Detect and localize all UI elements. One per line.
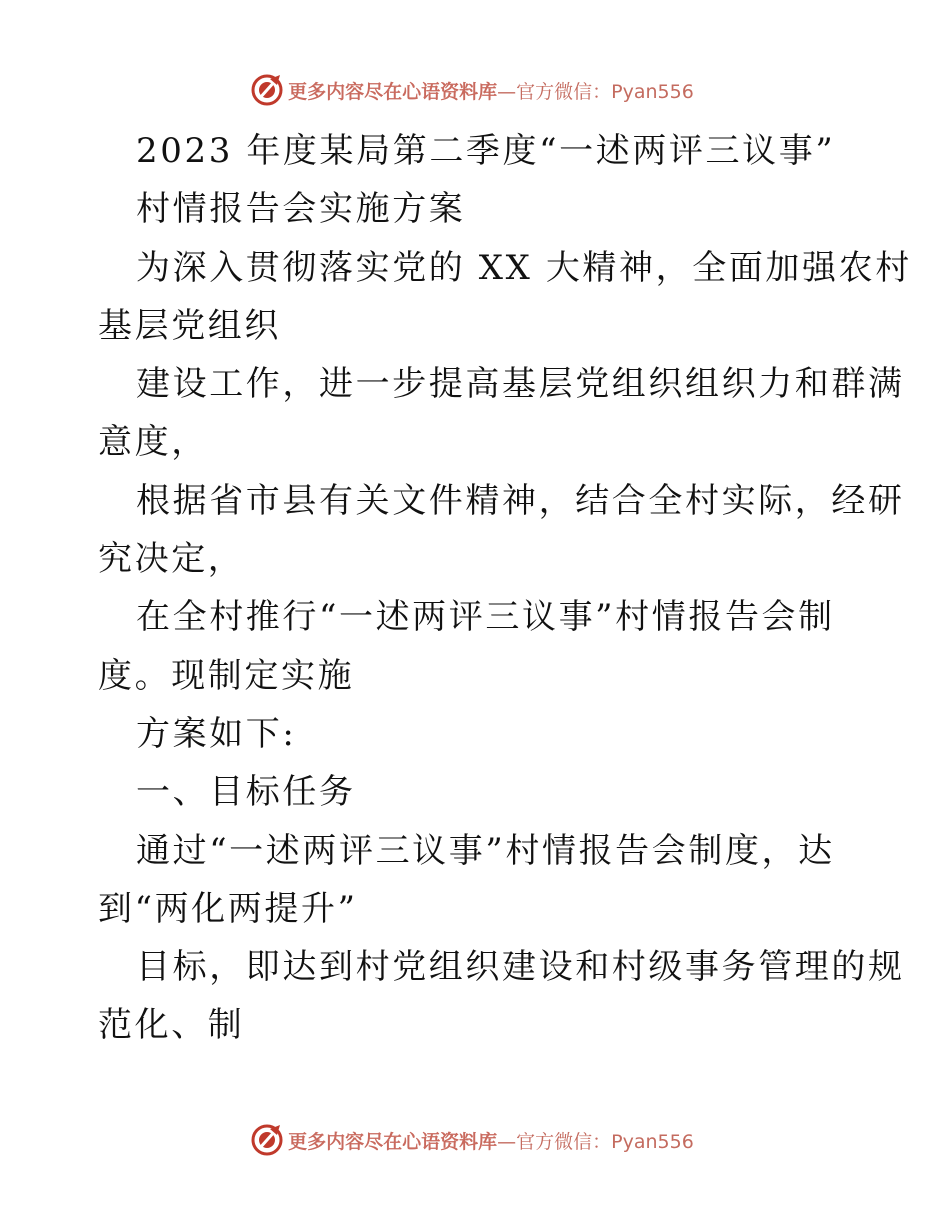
footer-banner-text bbox=[288, 1127, 694, 1154]
paragraph-line: 目标，即达到村党组织建设和村级事务管理的规 bbox=[136, 947, 905, 988]
footer-banner-inner bbox=[250, 1123, 694, 1157]
paragraph-line: 建设工作，进一步提高基层党组织组织力和群满 bbox=[136, 364, 905, 405]
paragraph-line: 基层党组织 bbox=[98, 305, 281, 346]
paragraph-line: 度。现制定实施 bbox=[98, 655, 355, 696]
paragraph-line: 通过“一述两评三议事”村情报告会制度，达 bbox=[136, 830, 835, 871]
paragraph-line: 一、目标任务 bbox=[136, 772, 356, 813]
document-body bbox=[98, 122, 912, 1055]
header-banner-inner bbox=[250, 73, 694, 107]
paragraph-line: 村情报告会实施方案 bbox=[136, 189, 466, 230]
logo-icon bbox=[250, 73, 284, 107]
footer-banner-sub: —官方微信：Pyan556 bbox=[497, 1130, 694, 1153]
header-banner-sub: —官方微信：Pyan556 bbox=[497, 80, 694, 103]
footer-banner bbox=[0, 1120, 950, 1160]
paragraph-line: 意度， bbox=[98, 422, 208, 463]
header-banner-text bbox=[288, 77, 694, 104]
paragraph-line: 根据省市县有关文件精神，结合全村实际，经研 bbox=[136, 480, 905, 521]
paragraph-line: 2023 年度某局第二季度“一述两评三议事” bbox=[136, 131, 836, 171]
logo-icon bbox=[250, 1123, 284, 1157]
paragraph-line: 在全村推行“一述两评三议事”村情报告会制 bbox=[136, 597, 835, 638]
paragraph-line: 范化、制 bbox=[98, 1005, 245, 1046]
paragraph-line: 为深入贯彻落实党的 XX 大精神，全面加强农村 bbox=[136, 247, 912, 288]
header-banner bbox=[0, 70, 950, 110]
header-banner-main: 更多内容尽在心语资料库 bbox=[288, 80, 498, 103]
paragraph-line: 到“两化两提升” bbox=[98, 888, 358, 929]
footer-banner-main: 更多内容尽在心语资料库 bbox=[288, 1130, 498, 1153]
paragraph-line: 究决定， bbox=[98, 539, 245, 580]
paragraph-line: 方案如下: bbox=[136, 713, 297, 754]
